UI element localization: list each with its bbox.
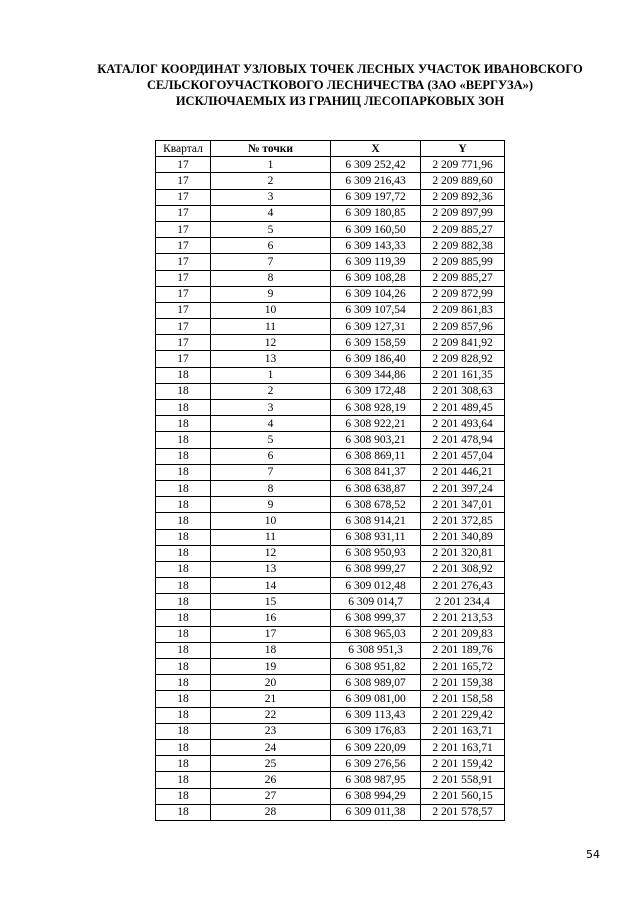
cell-kvartal: 17: [156, 238, 211, 254]
cell-kvartal: 18: [156, 561, 211, 577]
cell-y: 2 201 320,81: [421, 545, 505, 561]
cell-kvartal: 17: [156, 351, 211, 367]
cell-point-number: 8: [211, 480, 331, 496]
cell-x: 6 309 113,43: [331, 707, 421, 723]
table-row: [156, 302, 505, 318]
cell-y: 2 209 892,36: [421, 189, 505, 205]
cell-y: 2 201 163,71: [421, 723, 505, 739]
cell-point-number: 9: [211, 497, 331, 513]
cell-point-number: 10: [211, 513, 331, 529]
table-row: [156, 254, 505, 270]
cell-y: 2 209 885,27: [421, 270, 505, 286]
cell-y: 2 201 308,92: [421, 561, 505, 577]
cell-y: 2 201 276,43: [421, 578, 505, 594]
document-title: [60, 61, 620, 109]
cell-kvartal: 18: [156, 610, 211, 626]
cell-y: 2 201 229,42: [421, 707, 505, 723]
cell-y: 2 209 885,27: [421, 221, 505, 237]
cell-kvartal: 17: [156, 221, 211, 237]
cell-point-number: 8: [211, 270, 331, 286]
cell-y: 2 209 885,99: [421, 254, 505, 270]
cell-kvartal: 18: [156, 659, 211, 675]
cell-point-number: 23: [211, 723, 331, 739]
cell-x: 6 308 951,3: [331, 642, 421, 658]
cell-y: 2 209 771,96: [421, 157, 505, 173]
title-line-2: СЕЛЬСКОГОУЧАСТКОВОГО ЛЕСНИЧЕСТВА (ЗАО «ВЕРГУЗА»): [146, 78, 534, 92]
cell-kvartal: 17: [156, 189, 211, 205]
table-row: [156, 480, 505, 496]
table-row: [156, 238, 505, 254]
cell-point-number: 1: [211, 157, 331, 173]
header-y: Y: [421, 141, 505, 157]
cell-y: 2 201 163,71: [421, 739, 505, 755]
cell-x: 6 308 931,11: [331, 529, 421, 545]
cell-x: 6 308 951,82: [331, 659, 421, 675]
cell-y: 2 201 558,91: [421, 772, 505, 788]
cell-x: 6 308 999,27: [331, 561, 421, 577]
cell-point-number: 7: [211, 464, 331, 480]
cell-x: 6 308 989,07: [331, 675, 421, 691]
cell-kvartal: 17: [156, 173, 211, 189]
cell-y: 2 201 159,38: [421, 675, 505, 691]
cell-y: 2 209 889,60: [421, 173, 505, 189]
cell-kvartal: 18: [156, 691, 211, 707]
cell-kvartal: 18: [156, 756, 211, 772]
cell-x: 6 309 172,48: [331, 383, 421, 399]
table-row: [156, 383, 505, 399]
cell-y: 2 209 897,99: [421, 205, 505, 221]
cell-kvartal: 18: [156, 513, 211, 529]
cell-kvartal: 18: [156, 367, 211, 383]
cell-x: 6 309 252,42: [331, 157, 421, 173]
table-row: [156, 286, 505, 302]
cell-kvartal: 18: [156, 416, 211, 432]
cell-kvartal: 18: [156, 739, 211, 755]
cell-point-number: 20: [211, 675, 331, 691]
cell-kvartal: 18: [156, 723, 211, 739]
cell-kvartal: 18: [156, 642, 211, 658]
cell-x: 6 309 119,39: [331, 254, 421, 270]
cell-point-number: 10: [211, 302, 331, 318]
cell-x: 6 309 143,33: [331, 238, 421, 254]
table-row: [156, 578, 505, 594]
cell-y: 2 201 493,64: [421, 416, 505, 432]
cell-y: 2 201 489,45: [421, 400, 505, 416]
table-row: [156, 448, 505, 464]
cell-kvartal: 18: [156, 772, 211, 788]
table-row: [156, 772, 505, 788]
cell-point-number: 22: [211, 707, 331, 723]
cell-point-number: 24: [211, 739, 331, 755]
cell-point-number: 19: [211, 659, 331, 675]
cell-kvartal: 17: [156, 286, 211, 302]
cell-x: 6 309 081,00: [331, 691, 421, 707]
cell-point-number: 4: [211, 416, 331, 432]
cell-x: 6 309 012,48: [331, 578, 421, 594]
cell-y: 2 201 161,35: [421, 367, 505, 383]
cell-x: 6 309 014,7: [331, 594, 421, 610]
cell-kvartal: 18: [156, 432, 211, 448]
cell-y: 2 201 446,21: [421, 464, 505, 480]
cell-kvartal: 17: [156, 270, 211, 286]
title-line-1: КАТАЛОГ КООРДИНАТ УЗЛОВЫХ ТОЧЕК ЛЕСНЫХ УЧАСТОК ИВАНОВСКОГО: [97, 62, 583, 76]
cell-kvartal: 18: [156, 578, 211, 594]
cell-y: 2 201 234,4: [421, 594, 505, 610]
cell-point-number: 26: [211, 772, 331, 788]
cell-x: 6 308 928,19: [331, 400, 421, 416]
table-row: [156, 561, 505, 577]
cell-point-number: 11: [211, 319, 331, 335]
cell-point-number: 25: [211, 756, 331, 772]
cell-point-number: 5: [211, 432, 331, 448]
cell-y: 2 201 397,24: [421, 480, 505, 496]
cell-y: 2 201 578,57: [421, 804, 505, 820]
table-row: [156, 594, 505, 610]
cell-x: 6 308 903,21: [331, 432, 421, 448]
header-x: X: [331, 141, 421, 157]
cell-y: 2 201 457,04: [421, 448, 505, 464]
table-body: [156, 157, 505, 821]
cell-kvartal: 18: [156, 804, 211, 820]
cell-y: 2 201 560,15: [421, 788, 505, 804]
cell-x: 6 308 841,37: [331, 464, 421, 480]
cell-x: 6 308 922,21: [331, 416, 421, 432]
table-header-row: [156, 141, 505, 157]
cell-x: 6 309 011,38: [331, 804, 421, 820]
cell-kvartal: 17: [156, 335, 211, 351]
table-row: [156, 788, 505, 804]
cell-x: 6 308 987,95: [331, 772, 421, 788]
cell-point-number: 13: [211, 351, 331, 367]
cell-point-number: 27: [211, 788, 331, 804]
cell-x: 6 309 276,56: [331, 756, 421, 772]
cell-kvartal: 17: [156, 319, 211, 335]
cell-point-number: 28: [211, 804, 331, 820]
cell-point-number: 1: [211, 367, 331, 383]
cell-kvartal: 18: [156, 675, 211, 691]
table-row: [156, 335, 505, 351]
cell-x: 6 309 344,86: [331, 367, 421, 383]
table-row: [156, 642, 505, 658]
cell-point-number: 2: [211, 173, 331, 189]
cell-y: 2 201 189,76: [421, 642, 505, 658]
cell-kvartal: 18: [156, 594, 211, 610]
table-row: [156, 545, 505, 561]
cell-point-number: 13: [211, 561, 331, 577]
table-row: [156, 675, 505, 691]
table-row: [156, 367, 505, 383]
table-row: [156, 497, 505, 513]
cell-point-number: 21: [211, 691, 331, 707]
table-row: [156, 626, 505, 642]
cell-point-number: 6: [211, 448, 331, 464]
cell-x: 6 309 197,72: [331, 189, 421, 205]
cell-y: 2 209 841,92: [421, 335, 505, 351]
cell-point-number: 3: [211, 400, 331, 416]
cell-kvartal: 18: [156, 383, 211, 399]
title-line-3: ИСКЛЮЧАЕМЫХ ИЗ ГРАНИЦ ЛЕСОПАРКОВЫХ ЗОН: [175, 94, 505, 108]
table-row: [156, 400, 505, 416]
cell-x: 6 309 216,43: [331, 173, 421, 189]
cell-y: 2 201 340,89: [421, 529, 505, 545]
cell-y: 2 201 159,42: [421, 756, 505, 772]
table-row: [156, 659, 505, 675]
cell-x: 6 309 127,31: [331, 319, 421, 335]
coordinates-table: [155, 140, 505, 821]
cell-kvartal: 18: [156, 497, 211, 513]
table-row: [156, 221, 505, 237]
cell-point-number: 18: [211, 642, 331, 658]
cell-x: 6 308 914,21: [331, 513, 421, 529]
cell-kvartal: 18: [156, 545, 211, 561]
cell-x: 6 308 678,52: [331, 497, 421, 513]
cell-x: 6 308 869,11: [331, 448, 421, 464]
cell-x: 6 309 176,83: [331, 723, 421, 739]
cell-y: 2 209 857,96: [421, 319, 505, 335]
cell-y: 2 201 308,63: [421, 383, 505, 399]
cell-kvartal: 18: [156, 707, 211, 723]
cell-kvartal: 18: [156, 626, 211, 642]
cell-x: 6 308 965,03: [331, 626, 421, 642]
cell-kvartal: 18: [156, 480, 211, 496]
cell-point-number: 16: [211, 610, 331, 626]
table-row: [156, 707, 505, 723]
cell-x: 6 308 999,37: [331, 610, 421, 626]
cell-kvartal: 17: [156, 254, 211, 270]
cell-x: 6 309 107,54: [331, 302, 421, 318]
cell-kvartal: 18: [156, 464, 211, 480]
table-row: [156, 270, 505, 286]
table-row: [156, 157, 505, 173]
table-row: [156, 756, 505, 772]
cell-x: 6 309 158,59: [331, 335, 421, 351]
cell-x: 6 309 220,09: [331, 739, 421, 755]
table-row: [156, 804, 505, 820]
cell-kvartal: 18: [156, 448, 211, 464]
cell-y: 2 201 165,72: [421, 659, 505, 675]
cell-x: 6 309 108,28: [331, 270, 421, 286]
cell-kvartal: 18: [156, 788, 211, 804]
cell-kvartal: 17: [156, 302, 211, 318]
cell-x: 6 309 186,40: [331, 351, 421, 367]
table-header: [156, 141, 505, 157]
cell-x: 6 308 638,87: [331, 480, 421, 496]
cell-x: 6 308 994,29: [331, 788, 421, 804]
cell-kvartal: 18: [156, 529, 211, 545]
cell-point-number: 17: [211, 626, 331, 642]
cell-point-number: 4: [211, 205, 331, 221]
table-row: [156, 610, 505, 626]
cell-x: 6 309 180,85: [331, 205, 421, 221]
cell-x: 6 308 950,93: [331, 545, 421, 561]
cell-point-number: 2: [211, 383, 331, 399]
cell-point-number: 12: [211, 335, 331, 351]
cell-y: 2 201 209,83: [421, 626, 505, 642]
cell-y: 2 209 872,99: [421, 286, 505, 302]
table-row: [156, 432, 505, 448]
table-row: [156, 416, 505, 432]
cell-point-number: 3: [211, 189, 331, 205]
cell-point-number: 6: [211, 238, 331, 254]
table-row: [156, 205, 505, 221]
cell-kvartal: 18: [156, 400, 211, 416]
table-row: [156, 739, 505, 755]
cell-point-number: 11: [211, 529, 331, 545]
cell-point-number: 5: [211, 221, 331, 237]
cell-y: 2 201 478,94: [421, 432, 505, 448]
cell-kvartal: 17: [156, 157, 211, 173]
table-row: [156, 464, 505, 480]
table-row: [156, 691, 505, 707]
cell-x: 6 309 160,50: [331, 221, 421, 237]
cell-point-number: 15: [211, 594, 331, 610]
table-row: [156, 319, 505, 335]
cell-point-number: 9: [211, 286, 331, 302]
cell-point-number: 14: [211, 578, 331, 594]
cell-y: 2 209 828,92: [421, 351, 505, 367]
cell-y: 2 209 861,83: [421, 302, 505, 318]
cell-y: 2 201 347,01: [421, 497, 505, 513]
header-point-number: № точки: [211, 141, 331, 157]
table-row: [156, 173, 505, 189]
cell-y: 2 201 372,85: [421, 513, 505, 529]
cell-kvartal: 17: [156, 205, 211, 221]
page-number: 54: [586, 848, 600, 861]
table-row: [156, 351, 505, 367]
cell-y: 2 201 158,58: [421, 691, 505, 707]
cell-y: 2 209 882,38: [421, 238, 505, 254]
table-row: [156, 529, 505, 545]
header-kvartal: Квартал: [156, 141, 211, 157]
cell-point-number: 7: [211, 254, 331, 270]
cell-point-number: 12: [211, 545, 331, 561]
table-row: [156, 513, 505, 529]
table-row: [156, 189, 505, 205]
cell-x: 6 309 104,26: [331, 286, 421, 302]
table-row: [156, 723, 505, 739]
cell-y: 2 201 213,53: [421, 610, 505, 626]
